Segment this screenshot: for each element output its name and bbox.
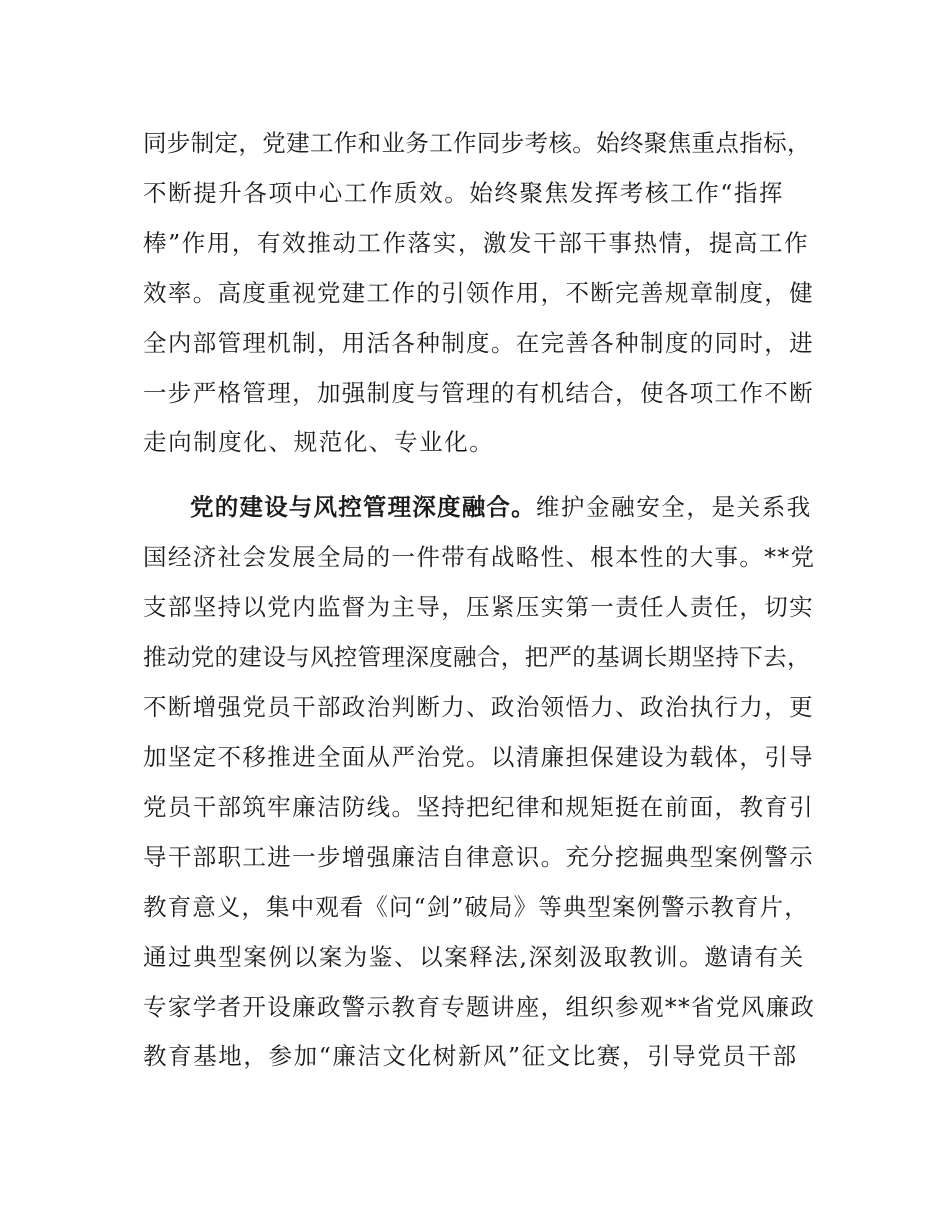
paragraph-2-first-line-rest: 维护金融安全，是关系我 [535,493,812,521]
paragraph-1-line-2: 不断提升各项中心工作质效。始终聚焦发挥考核工作“指挥 [143,179,785,207]
paragraph-2-line-12: 教育基地，参加“廉洁文化树新风”征文比赛，引导党员干部 [143,1042,798,1070]
paragraph-2-line-6: 加坚定不移推进全面从严治党。以清廉担保建设为载体，引导 [143,743,814,771]
paragraph-1-line-4: 效率。高度重视党建工作的引领作用，不断完善规章制度，健 [143,279,814,307]
paragraph-2-line-11: 专家学者开设廉政警示教育专题讲座，组织参观**省党风廉政 [143,993,816,1021]
paragraph-1-line-3: 棒”作用，有效推动工作落实，激发干部干事热情，提高工作 [143,229,810,257]
paragraph-2-line-5: 不断增强党员干部政治判断力、政治领悟力、政治执行力，更 [143,693,814,721]
paragraph-2-line-8: 导干部职工进一步增强廉洁自律意识。充分挖掘典型案例警示 [143,843,814,871]
paragraph-2-line-2: 国经济社会发展全局的一件带有战略性、根本性的大事。**党 [143,543,816,571]
paragraph-2-line-7: 党员干部筑牢廉洁防线。坚持把纪律和规矩挺在前面，教育引 [143,793,814,821]
paragraph-1-line-1: 同步制定，党建工作和业务工作同步考核。始终聚焦重点指标， [143,129,811,157]
paragraph-2-line-3: 支部坚持以党内监督为主导，压紧压实第一责任人责任，切实 [143,593,814,621]
paragraph-1-line-6: 一步严格管理，加强制度与管理的有机结合，使各项工作不断 [143,379,814,407]
paragraph-1-line-7: 走向制度化、规范化、专业化。 [143,428,495,456]
paragraph-2-line-10: 通过典型案例以案为鉴、以案释法,深刻汲取教训。邀请有关 [143,943,805,971]
paragraph-2-line-9: 教育意义，集中观看《问“剑”破局》等典型案例警示教育片， [143,893,809,921]
paragraph-1-line-5: 全内部管理机制，用活各种制度。在完善各种制度的同时，进 [143,329,814,357]
paragraph-2-line-1 [190,492,812,522]
paragraph-2-heading: 党的建设与风控管理深度融合。 [190,493,536,521]
paragraph-2-line-4: 推动党的建设与风控管理深度融合，把严的基调长期坚持下去， [143,643,811,671]
